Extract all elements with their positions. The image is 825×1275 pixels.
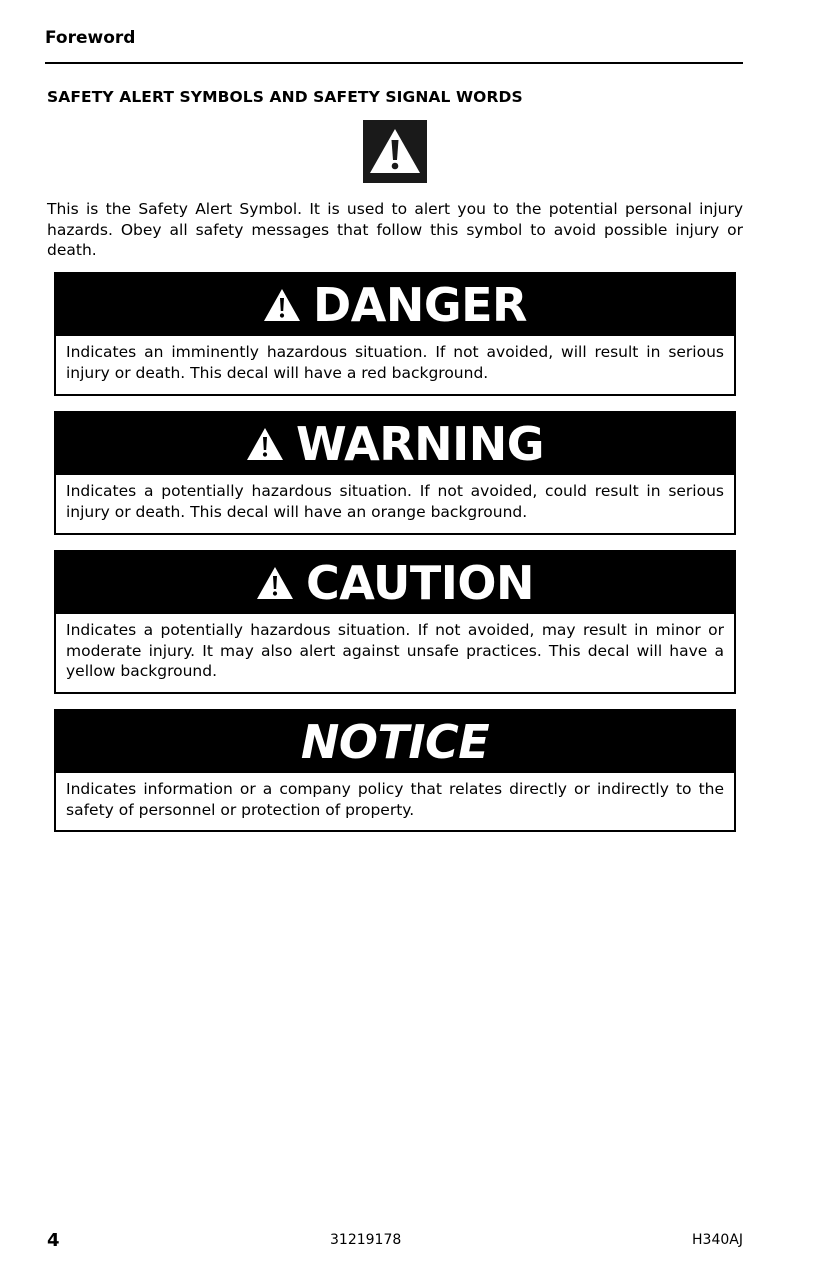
- safety-alert-symbol: [363, 120, 427, 183]
- caution-panel: [54, 550, 736, 694]
- caution-signal-word: CAUTION: [306, 556, 534, 610]
- page-number: 4: [47, 1230, 60, 1251]
- notice-header: [56, 711, 734, 773]
- warning-header: [56, 413, 734, 475]
- safety-alert-triangle-icon: [246, 427, 284, 461]
- danger-header: [56, 274, 734, 336]
- danger-panel: [54, 272, 736, 396]
- warning-signal-word: WARNING: [295, 417, 545, 471]
- document-number: 31219178: [330, 1232, 402, 1248]
- caution-header: [56, 552, 734, 614]
- notice-description: Indicates information or a company policy that relates directly or indirectly to the safety of personnel or protection of property.: [66, 780, 724, 819]
- caution-description: Indicates a potentially hazardous situation. If not avoided, may result in minor or moderate injury. It may also alert against unsafe practices. This decal will have a yellow background.: [66, 621, 724, 680]
- running-head: Foreword: [45, 28, 136, 48]
- section-title: SAFETY ALERT SYMBOLS AND SAFETY SIGNAL WORDS: [47, 88, 523, 106]
- warning-description: Indicates a potentially hazardous situation. If not avoided, could result in serious injury or death. This decal will have an orange background.: [66, 482, 724, 521]
- intro-paragraph: This is the Safety Alert Symbol. It is used to alert you to the potential personal injury hazards. Obey all safety messages that follow this symbol to avoid possible injury or death.: [47, 200, 743, 259]
- safety-alert-triangle-icon: [256, 566, 294, 600]
- notice-signal-word: NOTICE: [300, 715, 490, 769]
- model-number: H340AJ: [692, 1232, 743, 1248]
- warning-panel: [54, 411, 736, 535]
- danger-description: Indicates an imminently hazardous situation. If not avoided, will result in serious injury or death. This decal will have a red background.: [66, 343, 724, 382]
- danger-signal-word: DANGER: [313, 278, 527, 332]
- safety-alert-triangle-icon: [263, 288, 301, 322]
- notice-panel: [54, 709, 736, 832]
- safety-alert-triangle-icon: [363, 120, 427, 183]
- header-rule: [45, 62, 743, 64]
